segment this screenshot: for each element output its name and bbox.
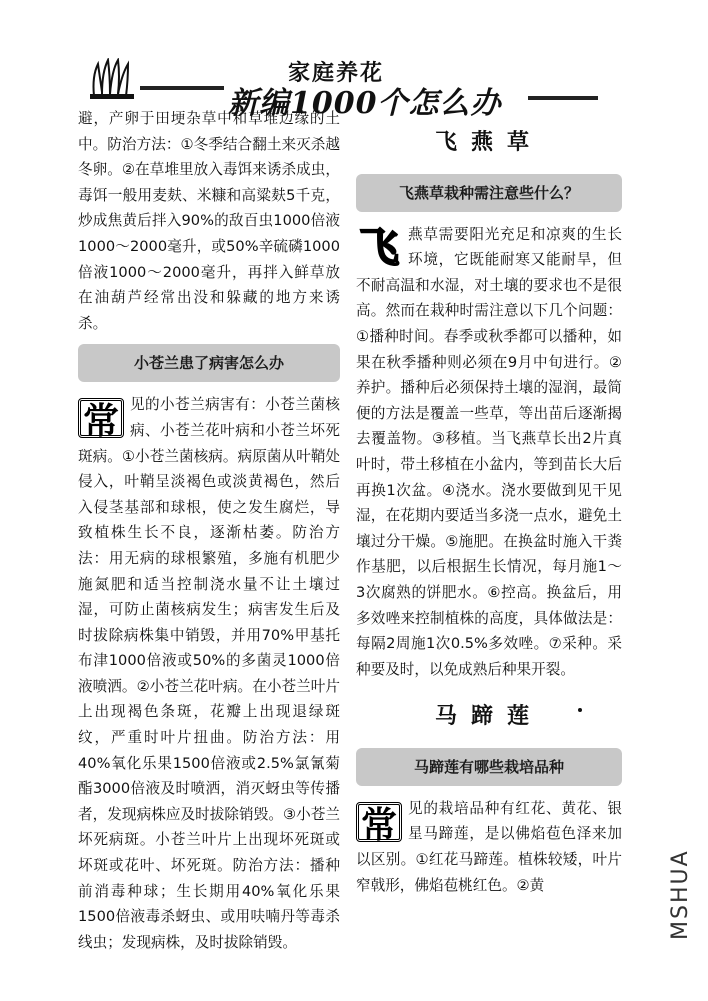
question-heading: 小苍兰患了病害怎么办 (78, 344, 340, 382)
header-rule-right (528, 96, 598, 100)
header-rule-left (140, 86, 224, 90)
answer-text: 见的栽培品种有红花、黄花、银星马蹄莲，是以佛焰苞色泽来加以区别。①红花马蹄莲。植株较矮，叶片窄戟形，佛焰苞桃红色。②黄 (356, 799, 622, 894)
series-subtitle: 家庭养花 (288, 60, 385, 86)
section-title: 飞燕草 (434, 129, 543, 155)
section-title: 马蹄莲 (434, 703, 543, 730)
intro-paragraph: 避，产卵于田埂杂草中和草堆边缘的土中。防治方法：①冬季结合翻土来灭杀越冬卵。②在草堆里放入毒饵来诱杀成虫，毒饵一般用麦麸、米糠和高粱麸5千克，炒成焦黄后拌入90%的敌百虫1000倍液1000～2000毫升，或50%辛硫磷1000倍液1000～2000毫升，再拌入鲜草放在油葫芦经常出没和躲藏的地方来诱杀。 (78, 110, 340, 332)
watermark: MSHUA (668, 849, 693, 940)
right-column (356, 128, 622, 898)
answer-paragraph (356, 222, 622, 683)
drop-cap: 常 (356, 802, 402, 842)
drop-cap: 常 (78, 398, 124, 438)
series-title: 新编1000个怎么办 (228, 86, 502, 121)
question-heading: 马蹄莲有哪些栽培品种 (356, 748, 622, 786)
question-heading: 飞燕草栽种需注意些什么？ (356, 174, 622, 212)
left-column (78, 106, 340, 955)
answer-paragraph (356, 796, 622, 898)
page-header (0, 0, 708, 121)
drop-cap: 飞 (359, 223, 399, 271)
flower-logo-icon (88, 58, 136, 100)
answer-text: 燕草需要阳光充足和凉爽的生长环境，它既能耐寒又能耐旱，但不耐高温和水湿，对土壤的要求也不是很高。然而在栽种时需注意以下几个问题：①播种时间。春季或秋季都可以播种，如果在秋季播种则必须在9月中旬进行。②养护。播种后必须保持土壤的湿润，最简便的方法是覆盖一些草，等出苗后逐渐揭去覆盖物。③移植。当飞燕草长出2片真叶时，带土移植在小盆内，等到苗长大后再换1次盆。④浇水。浇水要做到见干见湿，在花期内要适当多浇一点水，避免土壤过分干燥。⑤施肥。在换盆时施入干粪作基肥，以后根据生长情况，每月施1～3次腐熟的饼肥水。⑥控高。换盆后，用多效唑来控制植株的高度，具体做法是：每隔2周施1次0.5%多效唑。⑦采种。采种要及时，以免成熟后种果开裂。 (356, 225, 622, 678)
stray-dot (578, 708, 582, 712)
answer-paragraph (78, 392, 340, 955)
answer-text: 见的小苍兰病害有：小苍兰菌核病、小苍兰花叶病和小苍兰坏死斑病。①小苍兰菌核病。病原菌从叶鞘处侵入，叶鞘呈淡褐色或淡黄褐色，然后入侵茎基部和球根，使之发生腐烂，导致植株生长不良，逐渐枯萎。防治方法：用无病的球根繁殖，多施有机肥少施氮肥和适当控制浇水量不让土壤过湿，可防止菌核病发生；病害发生后及时拔除病株集中销毁，并用70%甲基托布津1000倍液或50%的多菌灵1000倍液喷洒。②小苍兰花叶病。在小苍兰叶片上出现褐色条斑，花瓣上出现退绿斑纹，严重时叶片扭曲。防治方法：用40%氧化乐果1500倍液或2.5%氯氰菊酯3000倍液及时喷洒，消灭蚜虫等传播者，发现病株应及时拔除销毁。③小苍兰坏死病斑。小苍兰叶片上出现坏死斑或坏斑或花叶、坏死斑。防治方法：播种前消毒种球；生长期用40%氧化乐果1500倍液毒杀蚜虫、或用呋喃丹等毒杀线虫；发现病株，及时拔除销毁。 (78, 396, 340, 951)
